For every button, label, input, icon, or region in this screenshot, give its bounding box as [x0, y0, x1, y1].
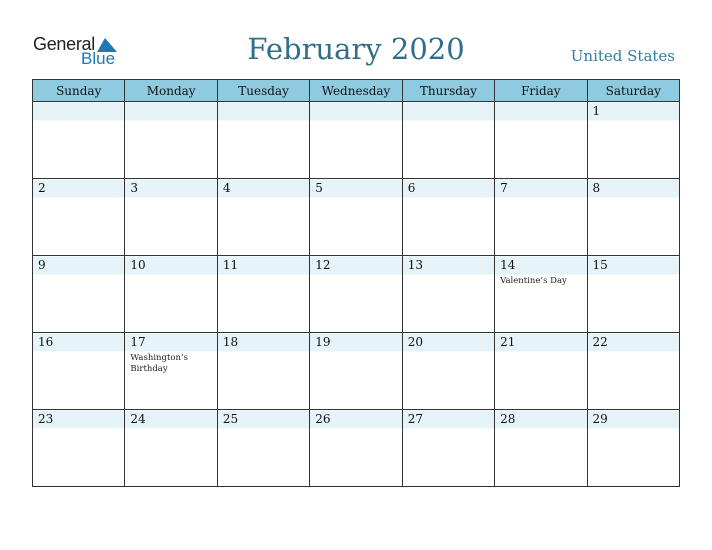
- logo-text-general: General: [33, 34, 95, 54]
- day-number: 23: [38, 412, 54, 426]
- day-number: 13: [407, 258, 423, 272]
- week-row: [33, 333, 680, 410]
- day-cell: [125, 410, 217, 487]
- day-cell: [33, 179, 125, 256]
- day-number: 11: [222, 258, 239, 272]
- day-number: 19: [315, 335, 331, 349]
- country-label: United States: [570, 47, 675, 65]
- day-number: 8: [592, 181, 601, 195]
- day-cell: [125, 102, 217, 179]
- day-cell: [402, 256, 494, 333]
- month-calendar-grid: [32, 79, 680, 487]
- day-cell: [33, 256, 125, 333]
- day-cell: [587, 256, 679, 333]
- day-cell: [217, 179, 309, 256]
- day-number: [403, 102, 494, 120]
- day-cell: [310, 410, 402, 487]
- week-row: [33, 102, 680, 179]
- weekday-header: Friday: [495, 80, 587, 102]
- weekday-header: Saturday: [587, 80, 679, 102]
- day-number: 3: [130, 181, 139, 195]
- day-cell: [495, 179, 587, 256]
- day-cell: [587, 179, 679, 256]
- day-number: [33, 102, 124, 120]
- day-cell: [587, 410, 679, 487]
- weekday-header: Thursday: [402, 80, 494, 102]
- day-number: 25: [222, 412, 239, 426]
- day-number: 6: [407, 181, 416, 195]
- logo-text-blue: Blue: [81, 49, 116, 68]
- day-cell: [217, 256, 309, 333]
- day-number: [310, 102, 401, 120]
- day-number: 15: [592, 258, 608, 272]
- day-number: 16: [38, 335, 54, 349]
- day-number: 22: [592, 335, 608, 349]
- day-cell: [310, 102, 402, 179]
- day-cell: [310, 179, 402, 256]
- day-number: 2: [38, 181, 46, 195]
- day-number: [125, 102, 216, 120]
- day-number: 12: [315, 258, 331, 272]
- day-cell: [217, 333, 309, 410]
- day-cell: [495, 410, 587, 487]
- day-cell: [125, 179, 217, 256]
- day-number: 26: [315, 412, 331, 426]
- day-cell: [587, 102, 679, 179]
- weekday-header: Tuesday: [217, 80, 309, 102]
- day-cell: [402, 410, 494, 487]
- day-cell: [402, 333, 494, 410]
- weekday-header: Sunday: [33, 80, 125, 102]
- day-number: [218, 102, 309, 120]
- day-number: 14: [500, 258, 516, 272]
- page-title: February 2020: [247, 32, 465, 66]
- day-number: [495, 102, 586, 120]
- day-cell: [495, 256, 587, 333]
- day-cell: [310, 256, 402, 333]
- day-cell: [587, 333, 679, 410]
- day-cell: [402, 102, 494, 179]
- day-number: 4: [222, 181, 231, 195]
- day-number: 9: [38, 258, 46, 272]
- day-number: 10: [130, 258, 146, 272]
- week-row: [33, 179, 680, 256]
- day-number: 18: [222, 335, 239, 349]
- day-number: 5: [315, 181, 323, 195]
- day-cell: [217, 410, 309, 487]
- weekday-header-row: [33, 80, 680, 102]
- day-cell: [495, 333, 587, 410]
- day-number: 1: [592, 104, 601, 118]
- day-number: 7: [500, 181, 508, 195]
- day-number: 17: [130, 335, 146, 349]
- day-number: 27: [407, 412, 423, 426]
- day-cell: [217, 102, 309, 179]
- day-cell: [402, 179, 494, 256]
- day-cell: [33, 333, 125, 410]
- weekday-header: Wednesday: [310, 80, 402, 102]
- holiday-label: Washington’s Birthday: [130, 353, 189, 374]
- day-number: 21: [500, 335, 516, 349]
- holiday-label: Valentine’s Day: [500, 276, 567, 286]
- day-cell: [125, 333, 217, 410]
- day-number: 20: [407, 335, 423, 349]
- day-cell: [33, 102, 125, 179]
- day-cell: [125, 256, 217, 333]
- day-cell: [495, 102, 587, 179]
- day-cell: [310, 333, 402, 410]
- week-row: [33, 256, 680, 333]
- day-number: 29: [592, 412, 608, 426]
- day-cell: [33, 410, 125, 487]
- weekday-header: Monday: [125, 80, 217, 102]
- week-row: [33, 410, 680, 487]
- day-number: 24: [130, 412, 146, 426]
- day-number: 28: [500, 412, 516, 426]
